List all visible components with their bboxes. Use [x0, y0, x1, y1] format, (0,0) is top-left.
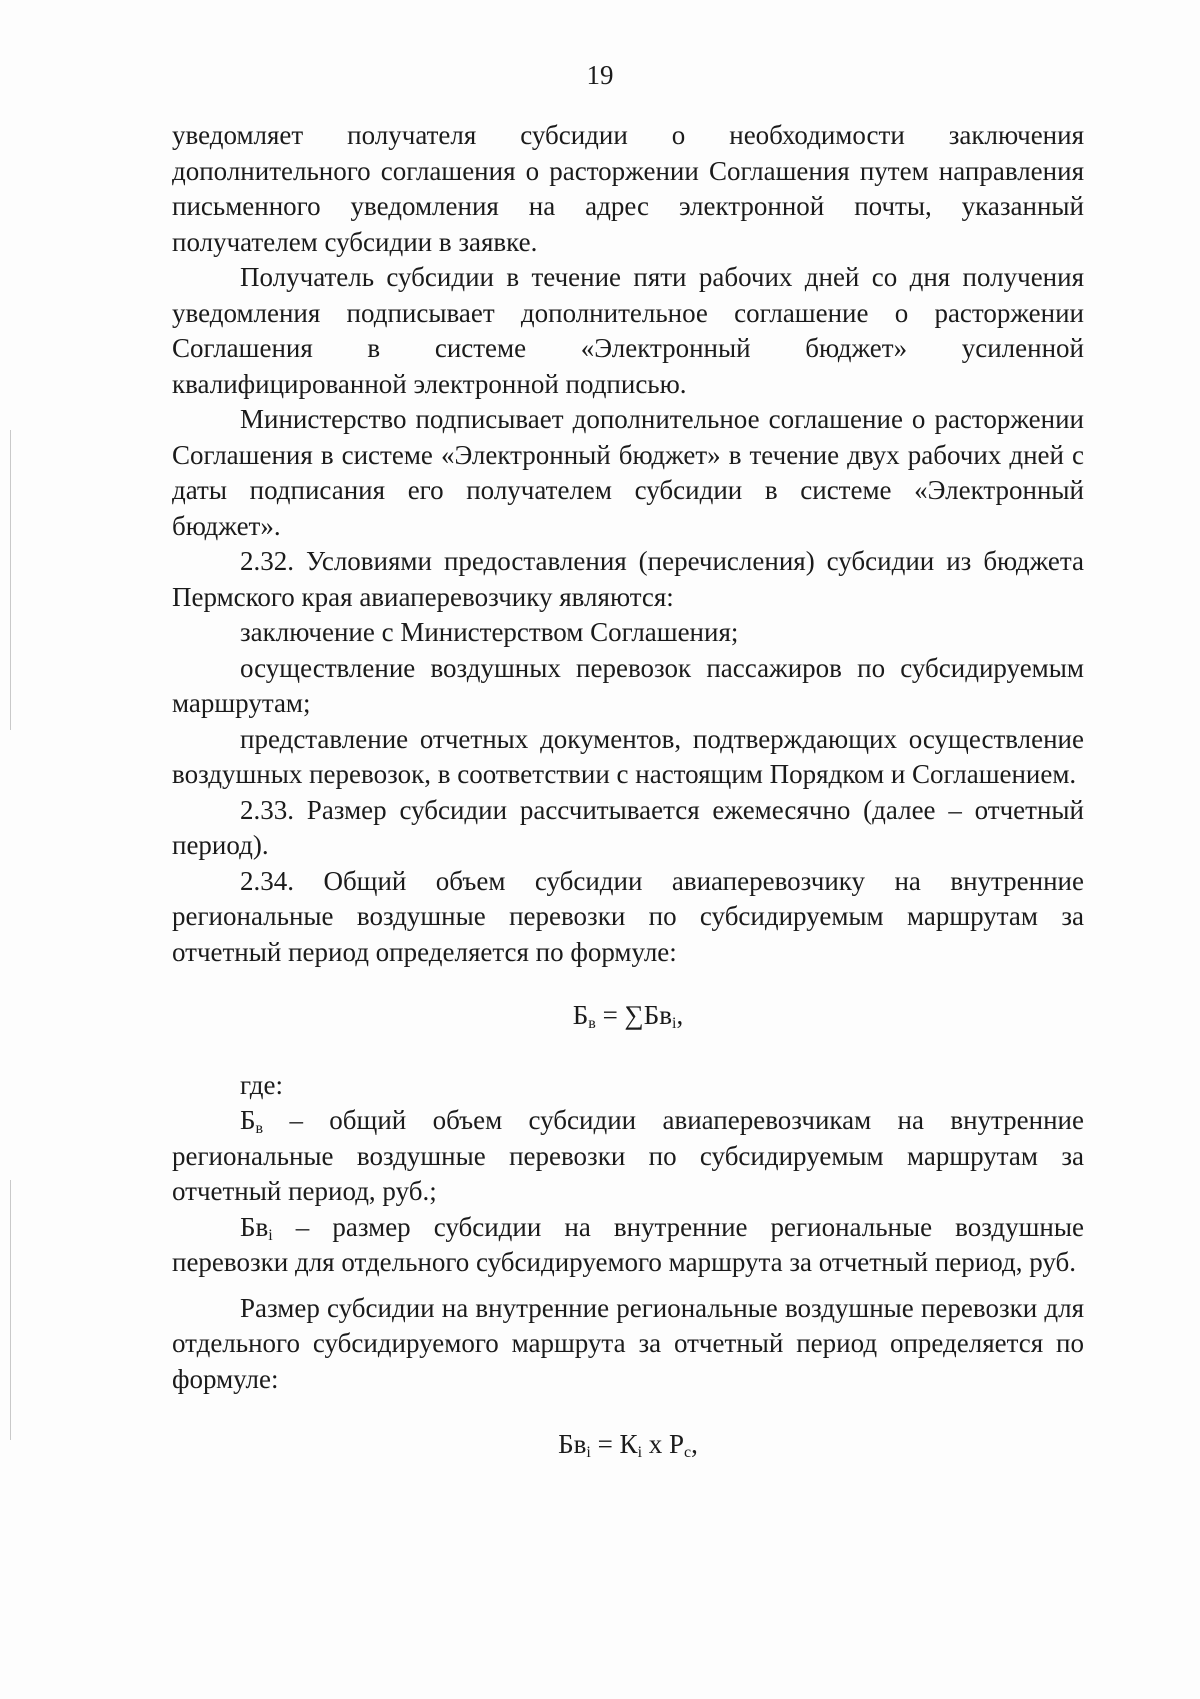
- def2-symbol-sub: i: [268, 1226, 273, 1244]
- formula-route-subsidy: [172, 1427, 1084, 1463]
- formula1-lhs-sub: в: [588, 1015, 596, 1032]
- formula-total-subsidy: [172, 998, 1084, 1034]
- formula2-op-sub: с: [684, 1444, 692, 1461]
- formula1-tail: ,: [676, 1000, 684, 1030]
- def1-text: – общий объем субсидии авиаперевозчикам на внутренние региональные воздушные перевозки по субсидируемым маршрутам за отчетный период, руб.;: [172, 1105, 1084, 1206]
- paragraph-condition-agreement: заключение с Министерством Соглашения;: [240, 617, 739, 647]
- def1-symbol: Б: [240, 1105, 256, 1135]
- page-number: 19: [586, 60, 614, 90]
- paragraph-ministry-signs: Министерство подписывает дополнительное соглашение о расторжении Соглашения в системе «Электронный бюджет» в течение двух рабочих дней с даты подписания его получателем субсидии в системе «Электронный бюджет».: [172, 404, 1084, 541]
- definition-total-subsidy: [172, 1103, 1084, 1210]
- def2-text: – размер субсидии на внутренние региональные воздушные перевозки для отдельного субсидируемого маршрута за отчетный период, руб.: [172, 1211, 1084, 1277]
- def2-symbol: Бв: [240, 1211, 269, 1242]
- definition-route-subsidy: [172, 1210, 1084, 1281]
- paragraph-2-34: 2.34. Общий объем субсидии авиаперевозчику на внутренние региональные воздушные перевозки по субсидируемым маршрутам за отчетный период определяется по формуле:: [172, 865, 1084, 967]
- formula2-mid-sub: i: [637, 1444, 643, 1461]
- paragraph-2-32: 2.32. Условиями предоставления (перечисления) субсидии из бюджета Пермского края авиаперевозчику являются:: [172, 546, 1084, 612]
- paragraph-condition-flights: осуществление воздушных перевозок пассажиров по субсидируемым маршрутам;: [172, 652, 1084, 718]
- paragraph-2-33: 2.33. Размер субсидии рассчитывается ежемесячно (далее – отчетный период).: [172, 794, 1084, 860]
- formula1-rhs-sub: i: [672, 1015, 677, 1032]
- scan-edge-mark: [10, 430, 11, 730]
- formula2-mid: = К: [590, 1429, 638, 1459]
- formula2-lhs-sub: i: [586, 1444, 591, 1461]
- paragraph-notification: уведомляет получателя субсидии о необходимости заключения дополнительного соглашения о расторжении Соглашения путем направления письменного уведомления на адрес электронной почты, указанный получателем субсидии в заявке.: [172, 120, 1084, 257]
- scan-edge-mark-bottom: [10, 1180, 11, 1440]
- formula2-tail: ,: [691, 1429, 698, 1459]
- formula2-op: х Р: [642, 1429, 685, 1459]
- formula2-lhs: Бв: [558, 1429, 587, 1459]
- formula1-rhs: = ∑Бв: [595, 1000, 673, 1030]
- paragraph-condition-documents: представление отчетных документов, подтверждающих осуществление воздушных перевозок, в соответствии с настоящим Порядком и Соглашением.: [172, 723, 1084, 789]
- paragraph-route-subsidy-formula-intro: Размер субсидии на внутренние региональные воздушные перевозки для отдельного субсидируемого маршрута за отчетный период определяется по формуле:: [172, 1292, 1084, 1394]
- formula1-lhs: Б: [572, 1000, 589, 1030]
- def1-symbol-sub: в: [255, 1120, 264, 1137]
- paragraph-where: где:: [240, 1069, 283, 1100]
- paragraph-recipient-signs: Получатель субсидии в течение пяти рабочих дней со дня получения уведомления подписывает дополнительное соглашение о расторжении Соглашения в системе «Электронный бюджет» усиленной квалифицированной электронной подписью.: [172, 262, 1084, 399]
- document-body: [172, 118, 1084, 1497]
